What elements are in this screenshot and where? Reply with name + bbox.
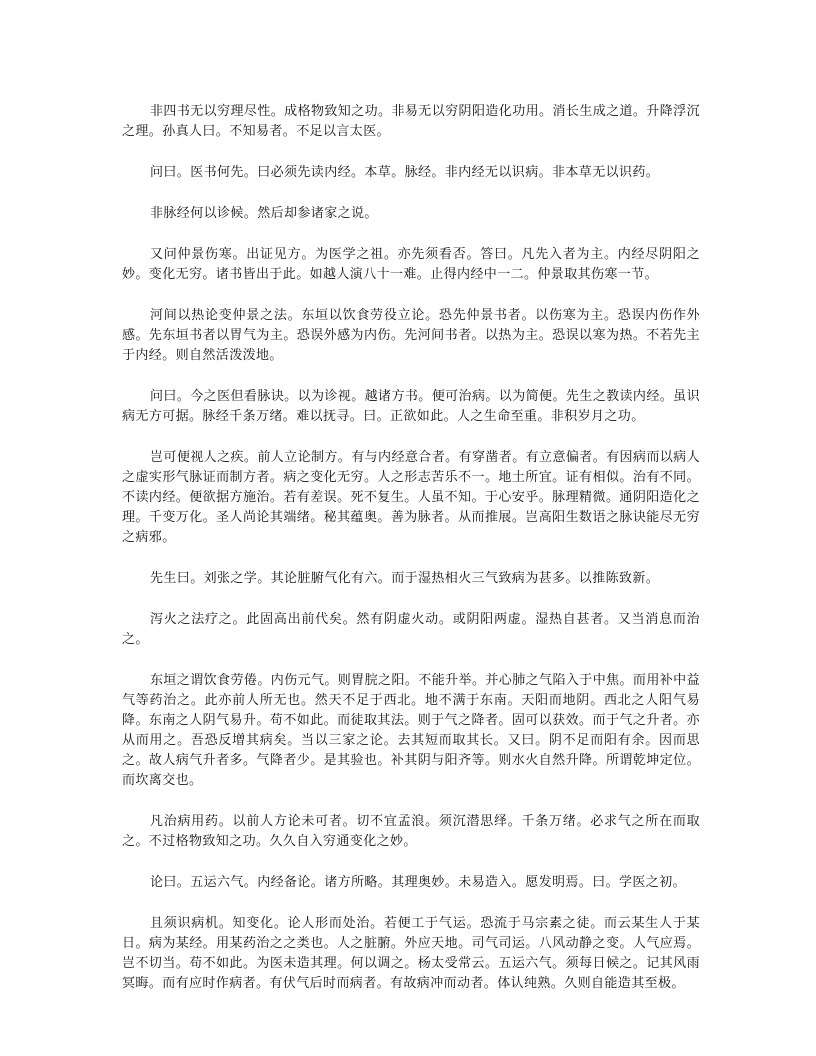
paragraph-12: 论曰。五运六气。内经备论。诸方所略。其理奥妙。未易造入。愿发明焉。曰。学医之初。 xyxy=(150,875,687,890)
paragraph-5: 河间以热论变仲景之法。东垣以饮食劳役立论。恐先仲景书者。以伤寒为主。恐误内伤作外感。先东垣书者以胃气为主。恐误外感为内伤。先河间书者。以热为主。恐误以寒为热。不若先主于内经。则自然活泼泼地。 xyxy=(122,308,700,363)
paragraph-13: 且须识病机。知变化。论人形而处治。若便工于气运。恐流于马宗素之徒。而云某生人于某日。病为某经。用某药治之之类也。人之脏腑。外应天地。司气司运。八风动静之变。人气应焉。岂不切当。苟不如此。为医未造其理。何以调之。杨太受常云。五运六气。须每日候之。记其风雨冥晦。而有应时作病者。有伏气后时而病者。有故病冲而动者。体认纯熟。久则自能造其至极。 xyxy=(122,916,700,991)
paragraph-7: 岂可便视人之疾。前人立论制方。有与内经意合者。有穿凿者。有立意偏者。有因病而以病人之虚实形气脉证而制方者。病之变化无穷。人之形志苦乐不一。地土所宜。证有相似。治有不同。不读内经。便欲据方施治。若有差误。死不复生。人虽不知。于心安乎。脉理精微。通阴阳造化之理。千变万化。圣人尚论其端绪。秘其蕴奥。善为脉者。从而推展。岂高阳生数语之脉诀能尽无穷之病邪。 xyxy=(122,450,700,545)
paragraph-1: 非四书无以穷理尽性。成格物致知之功。非易无以穷阴阳造化功用。消长生成之道。升降浮沉之理。孙真人曰。不知易者。不足以言太医。 xyxy=(122,104,700,139)
paragraph-11: 凡治病用药。以前人方论未可者。切不宜孟浪。须沉潜思绎。千条万绪。必求气之所在而取之。不过格物致知之功。久久自入穷通变化之妙。 xyxy=(122,814,700,849)
paragraph-6: 问曰。今之医但看脉诀。以为诊视。越诸方书。便可治病。以为简便。先生之教读内经。虽识病无方可据。脉经千条万绪。难以抚寻。曰。正欲如此。人之生命至重。非积岁月之功。 xyxy=(122,389,700,424)
paragraph-2: 问曰。医书何先。曰必须先读内经。本草。脉经。非内经无以识病。非本草无以识药。 xyxy=(150,165,660,180)
paragraph-3: 非脉经何以诊候。然后却参诸家之说。 xyxy=(150,206,378,221)
paragraph-9: 泻火之法疗之。此固高出前代矣。然有阴虚火动。或阴阳两虚。湿热自甚者。又当消息而治之。 xyxy=(122,612,700,647)
paragraph-4: 又问仲景伤寒。出证见方。为医学之祖。亦先须看否。答曰。凡先入者为主。内经尽阴阳之妙。变化无穷。诸书皆出于此。如越人演八十一难。止得内经中一二。仲景取其伤寒一节。 xyxy=(122,247,700,282)
paragraph-8: 先生曰。刘张之学。其论脏腑气化有六。而于湿热相火三气致病为甚多。以推陈致新。 xyxy=(150,571,660,586)
paragraph-10: 东垣之谓饮食劳倦。内伤元气。则胃脘之阳。不能升举。并心肺之气陷入于中焦。而用补中益气等药治之。此亦前人所无也。然天不足于西北。地不满于东南。天阳而地阴。西北之人阳气易降。东南之人阴气易升。苟不如此。而徒取其法。则于气之降者。固可以获效。而于气之升者。亦从而用之。吾恐反增其病矣。当以三家之论。去其短而取其长。又曰。阴不足而阳有余。因而思之。故人病气升者多。气降者少。是其验也。补其阴与阳齐等。则水火自然升降。所谓乾坤定位。而坎离交也。 xyxy=(122,673,700,788)
document-page xyxy=(122,102,700,1015)
